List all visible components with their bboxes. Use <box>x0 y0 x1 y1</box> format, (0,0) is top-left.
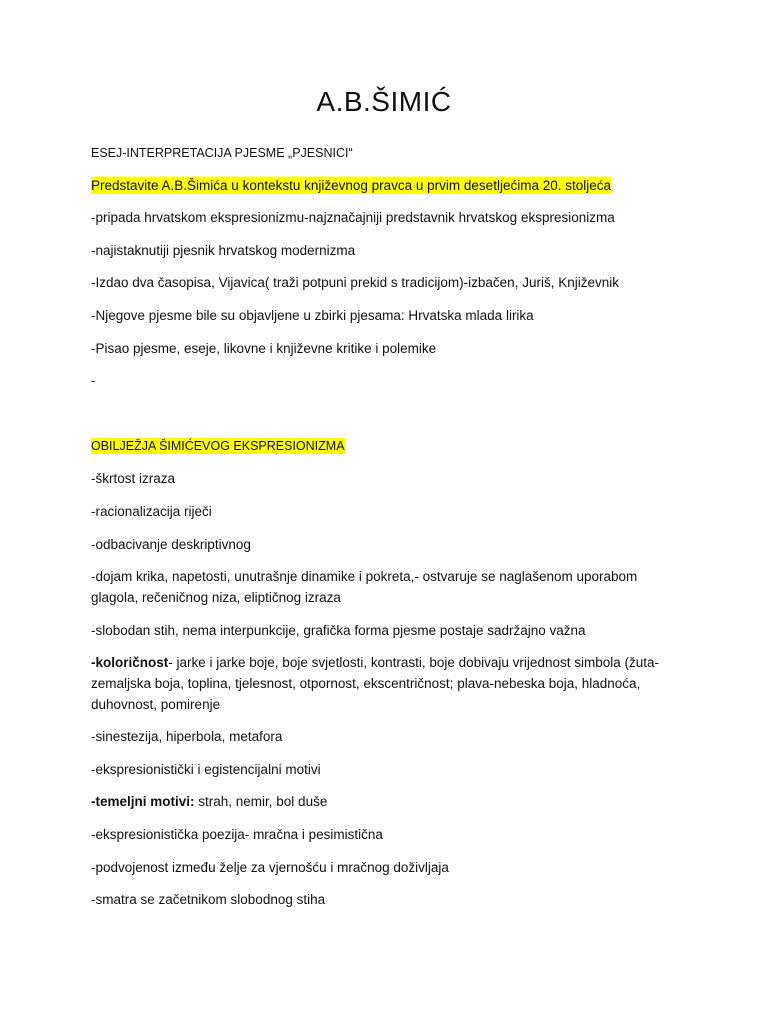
list-item: -najistaknutiji pjesnik hrvatskog modernizma <box>91 243 356 258</box>
list-item: -podvojenost između želje za vjernošću i mračnog doživljaja <box>91 860 449 875</box>
list-item: -racionalizacija riječi <box>91 504 212 519</box>
list-item <box>91 652 681 715</box>
list-item: -smatra se začetnikom slobodnog stiha <box>91 892 326 907</box>
list-item-text: - jarke i jarke boje, boje svjetlosti, kontrasti, boje dobivaju vrijednost simbola (žuta-zemaljska boja, toplina, tjelesnost, otpornost, ekscentričnost; plava-nebeska boja, hladnoća, duhovnost, pomirenje <box>91 655 659 712</box>
highlighted-text: OBILJEŽJA ŠIMIĆEVOG EKSPRESIONIZMA <box>91 439 345 453</box>
list-item-text: strah, nemir, bol duše <box>194 794 328 809</box>
list-item: -ekspresionistička poezija- mračna i pesimistična <box>91 827 383 842</box>
bold-term: -temeljni motivi: <box>91 794 195 809</box>
list-item: - <box>91 373 96 388</box>
list-item: -Njegove pjesme bile su objavljene u zbirki pjesama: Hrvatska mlada lirika <box>91 308 534 323</box>
list-item: -sinestezija, hiperbola, metafora <box>91 729 283 744</box>
list-item: -odbacivanje deskriptivnog <box>91 537 251 552</box>
list-item: -dojam krika, napetosti, unutrašnje dinamike i pokreta,- ostvaruje se naglašenom uporabom glagola, rečeničnog niza, eliptičnog izraza <box>91 569 638 605</box>
document-subtitle: ESEJ-INTERPRETACIJA PJESME „PJESNICI“ <box>91 146 353 160</box>
list-item: -slobodan stih, nema interpunkcije, grafička forma pjesme postaje sadržajno važna <box>91 623 586 638</box>
list-item: -Izdao dva časopisa, Vijavica( traži potpuni prekid s tradicijom)-izbačen, Juriš, Književnik <box>91 275 619 290</box>
document-title: A.B.ŠIMIĆ <box>316 86 452 117</box>
list-item: -Pisao pjesme, eseje, likovne i književne kritike i polemike <box>91 341 437 356</box>
list-item: -ekspresionistički i egistencijalni motivi <box>91 762 321 777</box>
section1-heading <box>91 175 691 196</box>
highlighted-text: Predstavite A.B.Šimića u kontekstu književnog pravca u prvim desetljećima 20. stoljeća <box>91 178 611 193</box>
section2-heading <box>91 435 691 457</box>
list-item: -pripada hrvatskom ekspresionizmu-najznačajniji predstavnik hrvatskog ekspresionizma <box>91 210 615 225</box>
bold-term: -koloričnost <box>91 655 169 670</box>
list-item <box>91 791 691 812</box>
list-item: -škrtost izraza <box>91 471 176 486</box>
